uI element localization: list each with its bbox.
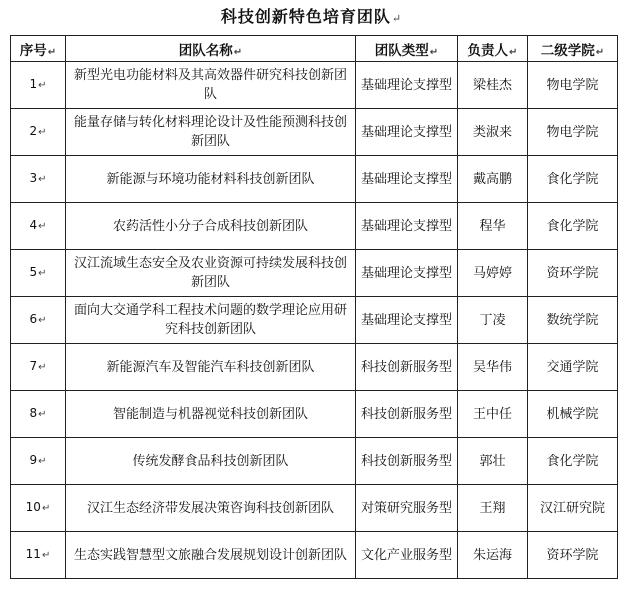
table-row <box>11 438 618 485</box>
table-row <box>11 203 618 250</box>
team-type-cell <box>356 156 458 203</box>
team-type: 基础理论支撑型 <box>360 171 452 187</box>
paragraph-mark-icon: ↵ <box>38 362 47 373</box>
team-type-cell <box>356 391 458 438</box>
college: 物电学院 <box>546 124 599 140</box>
team-name-cell <box>66 203 356 250</box>
leader-cell <box>458 250 528 297</box>
row-number-cell <box>11 109 66 156</box>
team-type: 科技创新服务型 <box>360 453 452 469</box>
team-type-cell <box>356 109 458 156</box>
team-type-cell <box>356 297 458 344</box>
row-number-cell <box>11 485 66 532</box>
leader-cell <box>458 109 528 156</box>
college: 资环学院 <box>546 547 599 563</box>
row-number: 8 <box>29 406 38 420</box>
paragraph-mark-icon: ↵ <box>38 80 47 91</box>
row-number: 6 <box>29 312 38 326</box>
paragraph-mark-icon: ↵ <box>38 456 47 467</box>
leader: 吴华伟 <box>472 359 512 375</box>
team-name: 智能制造与机器视觉科技创新团队 <box>112 406 308 422</box>
college: 数统学院 <box>546 312 599 328</box>
team-type: 基础理论支撑型 <box>360 312 452 328</box>
team-name-cell <box>66 109 356 156</box>
leader-cell <box>458 297 528 344</box>
leader: 朱运海 <box>472 547 512 563</box>
team-type: 对策研究服务型 <box>360 500 452 516</box>
row-number: 5 <box>29 265 38 279</box>
paragraph-mark-icon: ↵ <box>41 550 51 561</box>
team-type-cell <box>356 250 458 297</box>
college-cell <box>528 391 618 438</box>
row-number: 9 <box>29 453 38 467</box>
team-name: 新能源汽车及智能汽车科技创新团队 <box>106 359 315 375</box>
team-name: 农药活性小分子合成科技创新团队 <box>112 218 308 234</box>
team-name: 新能源与环境功能材料科技创新团队 <box>106 171 315 187</box>
team-type-cell <box>356 438 458 485</box>
leader: 梁桂杰 <box>472 77 512 93</box>
row-number: 7 <box>29 359 38 373</box>
paragraph-mark-icon: ↵ <box>38 174 47 185</box>
team-type: 基础理论支撑型 <box>360 77 452 93</box>
team-name-cell <box>66 391 356 438</box>
team-name-cell <box>66 485 356 532</box>
team-type-cell <box>356 62 458 109</box>
leader: 王翔 <box>479 500 506 516</box>
team-type-cell <box>356 532 458 579</box>
header-team-type: 团队类型↵ <box>356 36 458 62</box>
team-name-cell <box>66 438 356 485</box>
team-name: 汉江流域生态安全及农业资源可持续发展科技创新团队 <box>73 256 347 290</box>
row-number: 3 <box>29 171 38 185</box>
paragraph-mark-icon: ↵ <box>41 503 51 514</box>
table-row <box>11 344 618 391</box>
table-row <box>11 297 618 344</box>
team-name: 面向大交通学科工程技术问题的数学理论应用研究科技创新团队 <box>73 303 347 337</box>
table-row <box>11 156 618 203</box>
team-type: 文化产业服务型 <box>360 547 452 563</box>
header-no: 序号↵ <box>11 36 66 62</box>
leader: 类淑来 <box>472 124 512 140</box>
header-leader: 负责人↵ <box>458 36 528 62</box>
row-number-cell <box>11 391 66 438</box>
table-header-row <box>11 36 618 62</box>
row-number-cell <box>11 62 66 109</box>
team-name: 生态实践智慧型文旅融合发展规划设计创新团队 <box>73 547 347 563</box>
college: 机械学院 <box>546 406 599 422</box>
header-college: 二级学院↵ <box>528 36 618 62</box>
table-row <box>11 250 618 297</box>
leader-cell <box>458 156 528 203</box>
paragraph-mark-icon: ↵ <box>38 315 47 326</box>
table-row <box>11 109 618 156</box>
college: 食化学院 <box>546 453 599 469</box>
row-number: 10 <box>25 500 41 514</box>
team-type-cell <box>356 344 458 391</box>
leader-cell <box>458 485 528 532</box>
table-row <box>11 391 618 438</box>
team-type: 基础理论支撑型 <box>360 124 452 140</box>
team-name-cell <box>66 156 356 203</box>
team-type: 科技创新服务型 <box>360 359 452 375</box>
college-cell <box>528 297 618 344</box>
teams-table <box>10 35 618 579</box>
college-cell <box>528 62 618 109</box>
leader: 戴高鹏 <box>472 171 512 187</box>
paragraph-mark-icon: ↵ <box>38 221 47 232</box>
college: 食化学院 <box>546 171 599 187</box>
title-text: 科技创新特色培育团队 <box>220 7 391 26</box>
college-cell <box>528 156 618 203</box>
college-cell <box>528 438 618 485</box>
paragraph-mark-icon: ↵ <box>391 12 403 25</box>
leader: 马婷婷 <box>472 265 512 281</box>
team-type-cell <box>356 485 458 532</box>
leader: 王中任 <box>472 406 512 422</box>
table-row <box>11 532 618 579</box>
leader-cell <box>458 344 528 391</box>
team-type: 科技创新服务型 <box>360 406 452 422</box>
team-name-cell <box>66 250 356 297</box>
row-number-cell <box>11 297 66 344</box>
paragraph-mark-icon: ↵ <box>38 268 47 279</box>
leader-cell <box>458 532 528 579</box>
college-cell <box>528 344 618 391</box>
row-number: 11 <box>25 547 41 561</box>
leader: 程华 <box>479 218 506 234</box>
row-number-cell <box>11 156 66 203</box>
leader-cell <box>458 62 528 109</box>
college-cell <box>528 109 618 156</box>
team-type-cell <box>356 203 458 250</box>
college: 物电学院 <box>546 77 599 93</box>
team-name: 新型光电功能材料及其高效器件研究科技创新团队 <box>73 68 347 102</box>
row-number: 2 <box>29 124 38 138</box>
row-number: 4 <box>29 218 38 232</box>
college: 汉江研究院 <box>539 500 605 516</box>
row-number-cell <box>11 203 66 250</box>
leader-cell <box>458 203 528 250</box>
team-type: 基础理论支撑型 <box>360 218 452 234</box>
college-cell <box>528 250 618 297</box>
college-cell <box>528 485 618 532</box>
team-name: 汉江生态经济带发展决策咨询科技创新团队 <box>86 500 334 516</box>
college: 交通学院 <box>546 359 599 375</box>
row-number-cell <box>11 532 66 579</box>
leader-cell <box>458 438 528 485</box>
header-team-name: 团队名称↵ <box>66 36 356 62</box>
team-name: 传统发酵食品科技创新团队 <box>132 453 289 469</box>
document-title <box>0 4 623 27</box>
team-name-cell <box>66 532 356 579</box>
leader: 丁凌 <box>479 312 506 328</box>
team-name-cell <box>66 62 356 109</box>
table-row <box>11 62 618 109</box>
leader: 郭壮 <box>479 453 506 469</box>
team-name-cell <box>66 297 356 344</box>
row-number-cell <box>11 344 66 391</box>
leader-cell <box>458 391 528 438</box>
college: 食化学院 <box>546 218 599 234</box>
paragraph-mark-icon: ↵ <box>38 127 47 138</box>
team-type: 基础理论支撑型 <box>360 265 452 281</box>
paragraph-mark-icon: ↵ <box>38 409 47 420</box>
table-row <box>11 485 618 532</box>
college-cell <box>528 203 618 250</box>
row-number-cell <box>11 250 66 297</box>
college-cell <box>528 532 618 579</box>
team-name: 能量存储与转化材料理论设计及性能预测科技创新团队 <box>73 115 347 149</box>
row-number-cell <box>11 438 66 485</box>
row-number: 1 <box>29 77 38 91</box>
team-name-cell <box>66 344 356 391</box>
college: 资环学院 <box>546 265 599 281</box>
